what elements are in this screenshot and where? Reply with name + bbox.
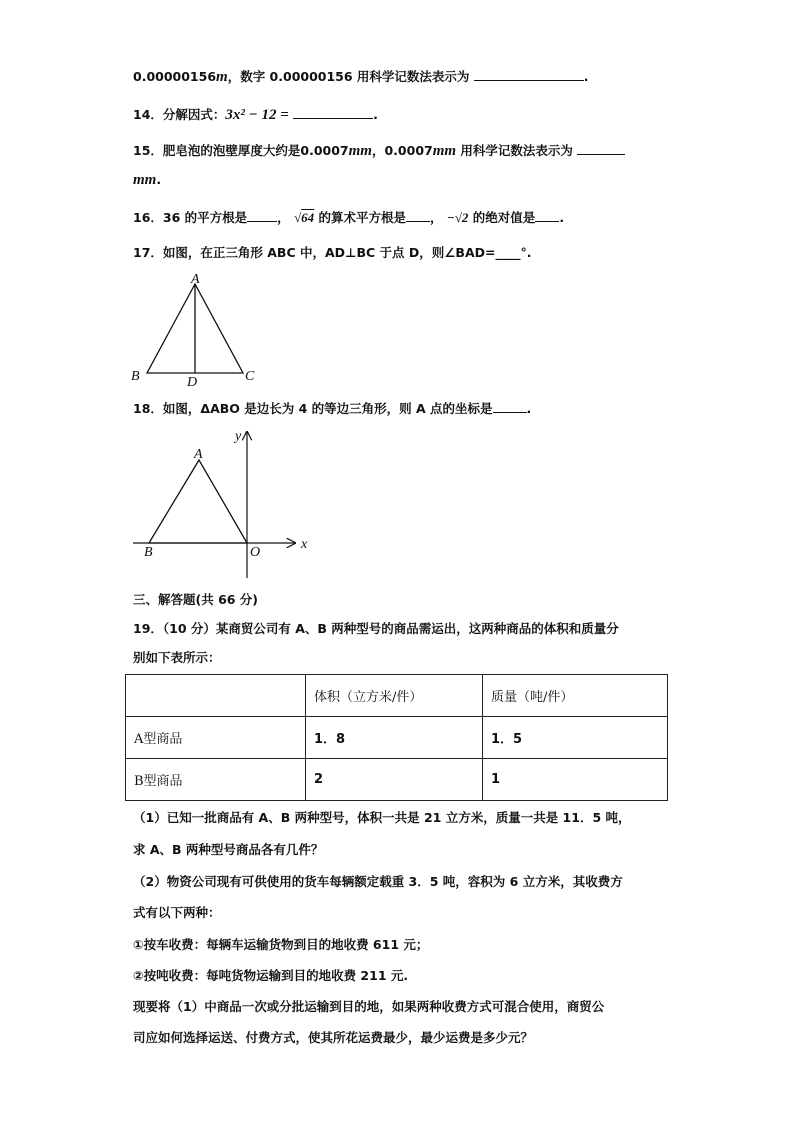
label-y: y [235,429,242,444]
label-b: B [131,369,140,384]
label-c: C [245,369,255,384]
label-x: x [301,537,308,552]
q19-part1-line1: （1）已知一批商品有 A、B 两种型号，体积一共是 21 立方米，质量一共是 11．5 吨， [133,810,631,825]
q19-option2: ②按吨收费：每吨货物运输到目的地收费 211 元. [133,968,409,983]
q16-line: 16．36 的平方根是 ， √64 的算术平方根是 ， −√2 的绝对值是 . [133,207,564,228]
triangle-abo [149,460,247,543]
q17-line: 17．如图，在正三角形 ABC 中，AD⊥BC 于点 D，则∠BAD=____°. [133,245,532,260]
q19-table [125,674,668,801]
q15-answer-blank[interactable] [577,140,625,155]
q19-part3-line2: 司应如何选择运送、付费方式，使其所花运费最少，最少运费是多少元？ [133,1030,534,1045]
q15-line1: 15．肥皂泡的泡壁厚度大约是0.0007mm，0.0007mm 用科学记数法表示为 [133,140,625,161]
q19-part2-line1: （2）物资公司现有可供使用的货车每辆额定载重 3．5 吨，容积为 6 立方米，其收费方 [133,874,623,889]
q18-line: 18．如图，ΔABO 是边长为 4 的等边三角形，则 A 点的坐标是 . [133,398,531,419]
table-header-row: 体积（立方米/件） 质量（吨/件） [126,675,668,717]
q13-line: 0.00000156m，数字 0.00000156 用科学记数法表示为 . [133,66,589,87]
table-row: B型商品 2 1 [126,759,668,801]
section-heading: 三、解答题(共 66 分) [133,592,259,607]
q18-coordinate-figure [125,422,315,582]
table-row: A型商品 1．8 1．5 [126,717,668,759]
q16-blank-3[interactable] [535,207,559,222]
q17-triangle-figure [125,268,275,393]
sqrt-64: √64 [294,210,315,225]
q19-part3-line1: 现要将（1）中商品一次或分批运输到目的地，如果两种收费方式可混合使用，商贸公 [133,999,605,1014]
q18-answer-blank[interactable] [493,398,527,413]
q16-blank-1[interactable] [247,207,277,222]
label-b: B [144,545,153,560]
q19-line1: 19．（10 分）某商贸公司有 A、B 两种型号的商品需运出，这两种商品的体积和质量分 [133,621,619,636]
q14-line: 14．分解因式：3x² − 12 = . [133,104,378,125]
q19-line2: 别如下表所示： [133,650,221,665]
label-d: D [187,375,198,390]
q19-part1-line2: 求 A、B 两种型号商品各有几件？ [133,842,324,857]
q14-answer-blank[interactable] [293,104,373,119]
label-o: O [250,545,261,560]
label-a: A [194,447,203,462]
label-a: A [191,272,200,287]
q15-line2: mm. [133,172,162,188]
q13-answer-blank[interactable] [474,66,584,81]
q19-part2-line2: 式有以下两种： [133,905,221,920]
q19-option1: ①按车收费：每辆车运输货物到目的地收费 611 元； [133,937,429,952]
q16-blank-2[interactable] [406,207,430,222]
